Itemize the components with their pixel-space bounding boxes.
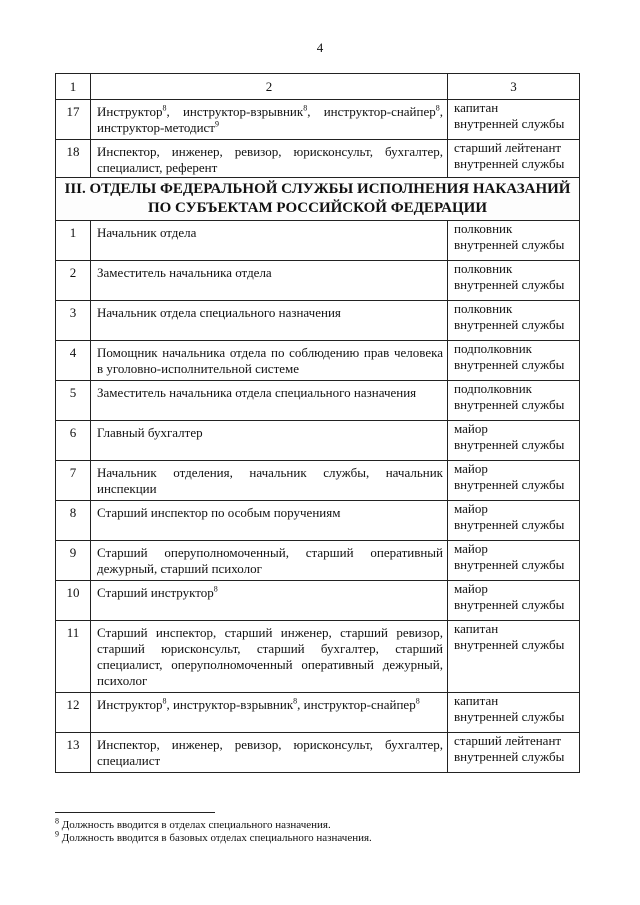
rank-service: внутренней службы [454,597,565,612]
position-name: Старший инспектор, старший инженер, старший ревизор, старший юрисконсульт, старший бухгалтер, старший специалист, оперуполномоченный оперативный дежурный, психолог [91,621,448,693]
special-rank [448,733,580,773]
column-header-rank: 3 [448,74,580,100]
position-name: Инструктор$^8$, инструктор-взрывник$^8$, инструктор-снайпер$^8$ [91,693,448,733]
position-name: Инспектор, инженер, ревизор, юрисконсульт, бухгалтер, специалист [91,733,448,773]
position-name: Помощник начальника отдела по соблюдению прав человека в уголовно-исполнительной системе [91,341,448,381]
footnote-ref: 8 [435,103,440,113]
row-number: 10 [56,581,91,621]
table-row [56,140,580,178]
position-name: Начальник отдела специального назначения [91,301,448,341]
footnote-mark: 8 [55,816,59,826]
row-number: 7 [56,461,91,501]
row-number: 1 [56,221,91,261]
special-rank [448,381,580,421]
column-header-position: 2 [91,74,448,100]
positions-table [55,73,580,773]
row-number: 12 [56,693,91,733]
row-number: 4 [56,341,91,381]
position-name: Начальник отдела [91,221,448,261]
special-rank [448,221,580,261]
footnote-text: Должность вводится в отделах специального назначения. [59,819,331,831]
special-rank [448,301,580,341]
rank-title: капитан [454,100,499,115]
rank-title: старший лейтенант [454,733,562,748]
row-number: 3 [56,301,91,341]
rank-title: подполковник [454,381,532,396]
footnote [55,829,595,845]
rank-service: внутренней службы [454,317,565,332]
rank-service: внутренней службы [454,397,565,412]
table-row [56,100,580,140]
position-name: Заместитель начальника отдела [91,261,448,301]
rank-service: внутренней службы [454,156,565,171]
position-name: Старший инструктор$^8$ [91,581,448,621]
row-number: 18 [56,140,91,178]
special-rank [448,621,580,693]
table-row [56,381,580,421]
rank-service: внутренней службы [454,557,565,572]
special-rank [448,140,580,178]
position-name: Старший оперуполномоченный, старший оперативный дежурный, старший психолог [91,541,448,581]
table-row [56,341,580,381]
row-number: 2 [56,261,91,301]
rank-title: полковник [454,301,513,316]
page-number: 4 [316,40,324,55]
table-row [56,461,580,501]
footnote-ref: 8 [213,584,218,594]
special-rank [448,461,580,501]
footnote-ref: 8 [303,103,308,113]
footnote-text: Должность вводится в базовых отделах специального назначения. [59,832,372,844]
position-name: Инспектор, инженер, ревизор, юрисконсульт, бухгалтер, специалист, референт [91,140,448,178]
row-number: 17 [56,100,91,140]
rank-title: майор [454,541,488,556]
rank-title: подполковник [454,341,532,356]
rank-title: полковник [454,261,513,276]
column-header-number: 1 [56,74,91,100]
rank-service: внутренней службы [454,749,565,764]
special-rank [448,341,580,381]
footnote-ref: 9 [215,119,219,129]
rank-title: полковник [454,221,513,236]
table-row [56,693,580,733]
row-number: 13 [56,733,91,773]
row-number: 6 [56,421,91,461]
rank-service: внутренней службы [454,277,565,292]
table-row [56,301,580,341]
position-name: Начальник отделения, начальник службы, начальник инспекции [91,461,448,501]
row-number: 8 [56,501,91,541]
rank-title: майор [454,581,488,596]
footnote-mark: 9 [55,829,59,839]
table-row [56,501,580,541]
table-header-row [56,74,580,100]
row-number: 5 [56,381,91,421]
table-row [56,261,580,301]
rank-title: старший лейтенант [454,140,562,155]
rank-service: внутренней службы [454,709,565,724]
rank-title: капитан [454,693,499,708]
table-row [56,581,580,621]
section-title: III. ОТДЕЛЫ ФЕДЕРАЛЬНОЙ СЛУЖБЫ ИСПОЛНЕНИЯ НАКАЗАНИЙ ПО СУБЪЕКТАМ РОССИЙСКОЙ ФЕДЕРАЦИИ [56,178,580,221]
footnote-ref: 8 [162,103,167,113]
special-rank [448,421,580,461]
rank-service: внутренней службы [454,517,565,532]
rank-service: внутренней службы [454,477,565,492]
footnote-divider [55,812,215,813]
row-number: 11 [56,621,91,693]
row-number: 9 [56,541,91,581]
position-name: Старший инспектор по особым поручениям [91,501,448,541]
position-name: Заместитель начальника отдела специального назначения [91,381,448,421]
table-row [56,421,580,461]
rank-title: майор [454,461,488,476]
section-row [56,178,580,221]
table-row [56,621,580,693]
rank-title: майор [454,501,488,516]
rank-title: капитан [454,621,499,636]
special-rank [448,581,580,621]
footnote-ref: 8 [415,696,420,706]
rank-service: внутренней службы [454,237,565,252]
special-rank [448,100,580,140]
rank-service: внутренней службы [454,357,565,372]
footnote [55,816,595,832]
table-row [56,733,580,773]
footnote-ref: 8 [293,696,298,706]
rank-service: внутренней службы [454,637,565,652]
table-row [56,541,580,581]
footnote-ref: 8 [162,696,167,706]
position-name: Главный бухгалтер [91,421,448,461]
special-rank [448,261,580,301]
table-row [56,221,580,261]
rank-title: майор [454,421,488,436]
special-rank [448,541,580,581]
rank-service: внутренней службы [454,116,565,131]
position-name: Инструктор$^8$, инструктор-взрывник$^8$, инструктор-снайпер$^8$, инструктор-методист$^9$ [91,100,448,140]
footnotes [55,816,595,845]
special-rank [448,501,580,541]
rank-service: внутренней службы [454,437,565,452]
special-rank [448,693,580,733]
